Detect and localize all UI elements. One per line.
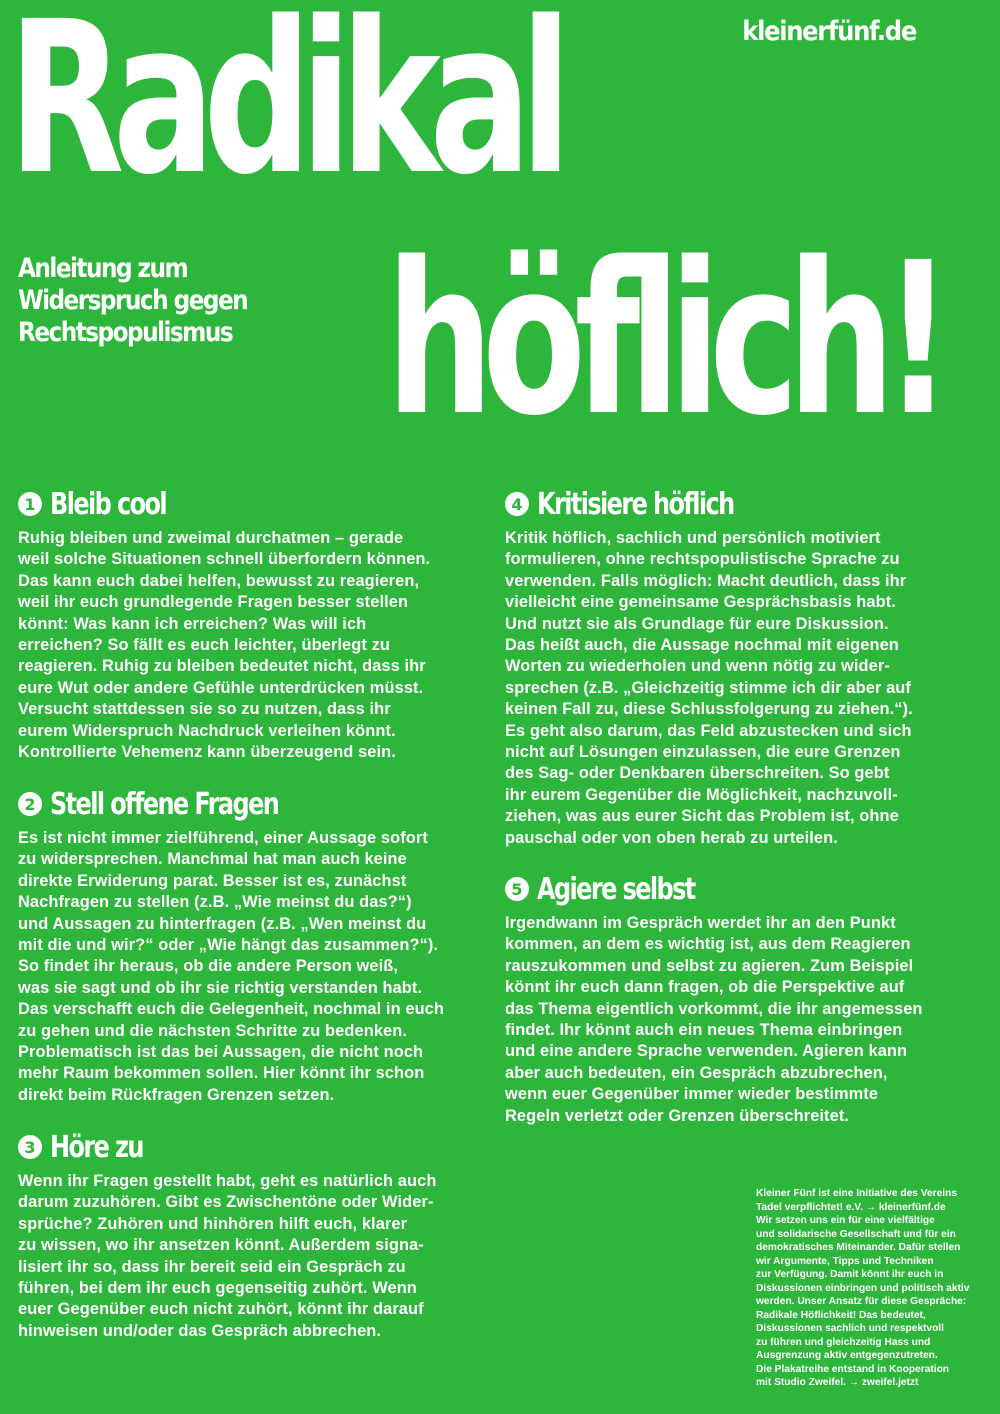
number-badge: 1 bbox=[18, 492, 42, 516]
footnote-line: Radikale Höflichkeit! Das bedeutet, bbox=[756, 1309, 926, 1321]
footnote-line: und solidarische Gesellschaft und für ein bbox=[756, 1228, 956, 1240]
section-stell-offene-fragen bbox=[18, 786, 458, 1106]
body-line: Ruhig bleiben und zweimal durchatmen – gerade bbox=[18, 529, 404, 547]
body-line: des Sag- oder Denkbaren überschreiten. So gebt bbox=[505, 764, 890, 783]
subtitle-line: Widerspruch gegen bbox=[18, 285, 248, 316]
body-line: zu gehen und die nächsten Schritte zu bedenken. bbox=[18, 1021, 408, 1040]
subtitle-line: Rechtspopulismus bbox=[18, 317, 233, 348]
body-line: Nachfragen zu stellen (z.B. „Wie meinst du das?“) bbox=[18, 893, 412, 912]
website-label: kleinerfünf.de bbox=[742, 16, 916, 47]
body-line: Kontrollierte Vehemenz kann überzeugend sein. bbox=[18, 743, 396, 762]
body-line: eure Wut oder andere Gefühle unterdrücken müsst. bbox=[18, 678, 424, 697]
body-line: ziehen, was aus eurer Sicht das Problem ist, ohne bbox=[505, 807, 899, 826]
body-line: darum zuzuhören. Gibt es Zwischentöne oder Wider- bbox=[18, 1193, 434, 1212]
section-header bbox=[18, 486, 458, 522]
body-line: So findet ihr heraus, ob die andere Person weiß, bbox=[18, 957, 399, 976]
body-line: sprüche? Zuhören und hinhören hilft euch, klarer bbox=[18, 1214, 408, 1233]
footnote-line: wir Argumente, Tipps und Techniken bbox=[756, 1255, 934, 1267]
body-line: erreichen? So fällt es euch leichter, überlegt zu bbox=[18, 636, 390, 655]
body-line: Versucht stattdessen sie so zu nutzen, dass ihr bbox=[18, 700, 391, 719]
section-agiere-selbst bbox=[505, 871, 945, 1127]
footnote-line: werden. Unser Ansatz für diese Gespräche: bbox=[756, 1296, 967, 1307]
body-line: Das verschafft euch die Gelegenheit, nochmal in euch bbox=[18, 1000, 445, 1019]
subtitle bbox=[18, 253, 318, 349]
body-line: pauschal oder von oben herab zu urteilen. bbox=[505, 828, 838, 847]
body-line: Und nutzt sie als Grundlage für eure Diskussion. bbox=[505, 614, 889, 633]
body-line: zu wissen, wo ihr ansetzen könnt. Außerdem signa- bbox=[18, 1236, 424, 1255]
footnote-line: Kleiner Fünf ist eine Initiative des Vereins bbox=[756, 1188, 957, 1199]
body-line: formulieren, ohne rechtspopulistische Sprache zu bbox=[505, 550, 900, 569]
body-line: Es geht also darum, das Feld abzustecken und sich bbox=[505, 721, 912, 740]
body-line: nicht auf Lösungen einzulassen, die eure Grenzen bbox=[505, 743, 901, 762]
footnote-line: Tadel verpflichtet! e.V. → kleinerfünf.de bbox=[756, 1201, 946, 1213]
subtitle-line: Anleitung zum bbox=[18, 253, 188, 284]
section-body bbox=[18, 528, 458, 763]
section-header bbox=[18, 786, 458, 822]
body-line: reagieren. Ruhig zu bleiben bedeutet nicht, dass ihr bbox=[18, 657, 426, 676]
body-line: Es ist nicht immer zielführend, einer Aussage sofort bbox=[18, 829, 428, 847]
body-line: zu widersprechen. Manchmal hat man auch keine bbox=[18, 850, 407, 869]
body-line: findet. Ihr könnt auch ein neues Thema einbringen bbox=[505, 1021, 903, 1040]
section-body bbox=[505, 913, 945, 1127]
title-line-2: höflich! bbox=[386, 217, 942, 462]
body-line: direkte Erwiderung parat. Besser ist es, zunächst bbox=[18, 871, 407, 890]
section-title: Stell offene Fragen bbox=[50, 786, 279, 822]
body-line: Worten zu wiederholen und wenn nötig zu wider- bbox=[505, 657, 890, 676]
section-body bbox=[18, 828, 458, 1106]
body-line: keinen Fall zu, diese Schlussfolgerung zu ziehen.“). bbox=[505, 700, 913, 719]
body-line: eurem Widerspruch Nachdruck verleihen könnt. bbox=[18, 721, 396, 740]
body-line: und eine andere Sprache verwenden. Agieren kann bbox=[505, 1042, 908, 1061]
body-line: Das kann euch dabei helfen, bewusst zu reagieren, bbox=[18, 571, 420, 590]
body-line: führen, bei dem ihr euch gegenseitig zuhört. Wenn bbox=[18, 1279, 417, 1298]
footnote-line: demokratisches Miteinander. Dafür stellen bbox=[756, 1242, 961, 1253]
section-body bbox=[18, 1171, 458, 1342]
footnote-line: zur Verfügung. Damit könnt ihr euch in bbox=[756, 1269, 944, 1280]
number-badge: 2 bbox=[18, 792, 42, 816]
footnote-line: zu führen und gleichzeitig Hass und bbox=[756, 1336, 931, 1348]
footnote-line: Diskussionen sachlich und respektvoll bbox=[756, 1323, 944, 1334]
body-line: könnt ihr euch dann fragen, ob die Perspektive auf bbox=[505, 978, 905, 997]
body-line: Regeln verletzt oder Grenzen überschreitet. bbox=[505, 1106, 850, 1125]
footnote-line: Ausgrenzung aktiv entgegenzutreten. bbox=[756, 1350, 938, 1361]
body-line: sprechen (z.B. „Gleichzeitig stimme ich dir aber auf bbox=[505, 678, 911, 697]
body-line: verwenden. Falls möglich: Macht deutlich, dass ihr bbox=[505, 571, 907, 590]
body-line: das Thema eigentlich vorkommt, die ihr angemessen bbox=[505, 999, 923, 1018]
body-line: mehr Raum bekommen sollen. Hier könnt ihr schon bbox=[18, 1064, 425, 1083]
body-line: Das heißt auch, die Aussage nochmal mit eigenen bbox=[505, 636, 899, 655]
body-line: was sie sagt und ob ihr sie richtig verstanden habt. bbox=[18, 978, 423, 997]
footnote-line: Wir setzen uns ein für eine vielfältige bbox=[756, 1215, 935, 1226]
body-line: weil solche Situationen schnell überfordern können. bbox=[18, 550, 431, 569]
footnote-line: mit Studio Zweifel. → zweifel.jetzt bbox=[756, 1377, 919, 1388]
section-title: Kritisiere höflich bbox=[537, 486, 734, 522]
body-line: Problematisch ist das bei Aussagen, die nicht noch bbox=[18, 1043, 424, 1062]
section-title: Bleib cool bbox=[50, 486, 166, 522]
body-line: hinweisen und/oder das Gespräch abbrechen. bbox=[18, 1321, 382, 1340]
body-line: ihr eurem Gegenüber die Möglichkeit, nachzuvoll- bbox=[505, 785, 898, 804]
body-line: weil ihr euch grundlegende Fragen besser stellen bbox=[18, 593, 409, 612]
body-line: wenn euer Gegenüber immer wieder bestimmte bbox=[505, 1085, 879, 1104]
title-line-1: Radikal bbox=[8, 0, 561, 221]
section-header bbox=[18, 1129, 458, 1165]
body-line: Wenn ihr Fragen gestellt habt, geht es natürlich auch bbox=[18, 1172, 437, 1190]
section-hoere-zu bbox=[18, 1129, 458, 1342]
number-badge: 3 bbox=[18, 1135, 42, 1159]
section-kritisiere-hoeflich bbox=[505, 486, 945, 849]
body-line: mit die und wir?“ oder „Wie hängt das zusammen?“). bbox=[18, 936, 439, 955]
footnote bbox=[756, 1187, 996, 1390]
section-body bbox=[505, 528, 945, 849]
body-line: Kritik höflich, sachlich und persönlich motiviert bbox=[505, 529, 881, 547]
section-header bbox=[505, 486, 945, 522]
body-line: euer Gegenüber euch nicht zuhört, könnt ihr darauf bbox=[18, 1300, 424, 1319]
number-badge: 4 bbox=[505, 492, 529, 516]
section-title: Agiere selbst bbox=[537, 871, 695, 907]
section-bleib-cool bbox=[18, 486, 458, 763]
body-line: kommen, an dem es wichtig ist, aus dem Reagieren bbox=[505, 935, 911, 954]
body-line: könnt: Was kann ich erreichen? Was will ich bbox=[18, 614, 367, 633]
section-header bbox=[505, 871, 945, 907]
footnote-line: Diskussionen einbringen und politisch aktiv bbox=[756, 1282, 970, 1294]
section-title: Höre zu bbox=[50, 1129, 143, 1165]
body-line: lisiert ihr so, dass ihr bereit seid ein Gespräch zu bbox=[18, 1257, 406, 1276]
body-line: direkt beim Rückfragen Grenzen setzen. bbox=[18, 1085, 335, 1104]
number-badge: 5 bbox=[505, 877, 529, 901]
body-line: vielleicht eine gemeinsame Gesprächsbasis habt. bbox=[505, 593, 896, 612]
footnote-line: Die Plakatreihe entstand in Kooperation bbox=[756, 1363, 950, 1375]
body-line: rauszukommen und selbst zu agieren. Zum Beispiel bbox=[505, 956, 914, 975]
body-line: und Aussagen zu hinterfragen (z.B. „Wen meinst du bbox=[18, 914, 427, 933]
body-line: aber auch bedeuten, ein Gespräch abzubrechen, bbox=[505, 1063, 888, 1082]
body-line: Irgendwann im Gespräch werdet ihr an den Punkt bbox=[505, 914, 896, 932]
